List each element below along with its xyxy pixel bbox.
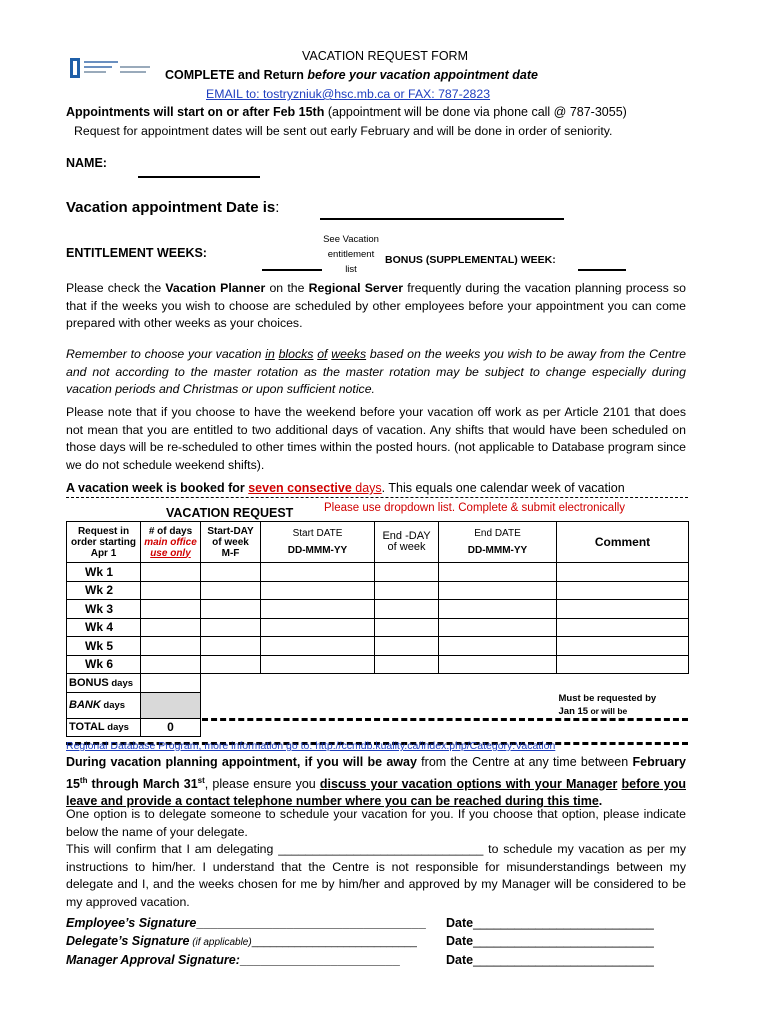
week-label: Wk 1 bbox=[67, 563, 141, 582]
cell[interactable] bbox=[439, 637, 557, 656]
week-label: Wk 5 bbox=[67, 637, 141, 656]
confirm-paragraph: This will confirm that I am delegating ______________________________ to schedule my vacation as per my instructions to him/her. I understand that the Centre is not responsible for misunderstandings between my delegate and I, and the weeks chosen for me by him/her and approved by my Manager will be considered to be my approved vacation. bbox=[66, 842, 686, 909]
week-label: Wk 3 bbox=[67, 600, 141, 619]
cell[interactable] bbox=[261, 563, 375, 582]
cell[interactable] bbox=[375, 655, 439, 674]
cell[interactable] bbox=[141, 637, 201, 656]
cell[interactable] bbox=[141, 618, 201, 637]
cell[interactable] bbox=[439, 618, 557, 637]
cell[interactable] bbox=[201, 600, 261, 619]
email-link[interactable]: EMAIL to: tostryzniuk@hsc.mb.ca or FAX: 787-2823 bbox=[206, 87, 491, 101]
cell[interactable] bbox=[261, 581, 375, 600]
form-subtitle: COMPLETE and Return before your vacation appointment date bbox=[165, 68, 538, 82]
manager-signature: Manager Approval Signature:_______________________ bbox=[66, 953, 400, 967]
cell[interactable] bbox=[557, 600, 689, 619]
table-row bbox=[67, 600, 689, 619]
cell[interactable] bbox=[201, 581, 261, 600]
date-3: Date__________________________ bbox=[446, 953, 654, 967]
dropdown-note: Please use dropdown list. Complete & submit electronically bbox=[324, 502, 626, 514]
delegate-paragraph: One option is to delegate someone to schedule your vacation for you. If you choose that option, please indicate below the name of your delegate. bbox=[66, 807, 686, 839]
bonus-label: BONUS days bbox=[67, 674, 141, 693]
cell[interactable] bbox=[201, 563, 261, 582]
request-line: Request for appointment dates will be sent out early February and will be done in order of seniority. bbox=[74, 124, 613, 138]
cell[interactable] bbox=[201, 618, 261, 637]
bank-blank bbox=[201, 692, 557, 718]
bonus-row bbox=[67, 674, 689, 693]
col-start-day: Start-DAY of week M-F bbox=[201, 522, 261, 563]
employee-signature: Employee’s Signature_________________________________ bbox=[66, 916, 426, 930]
cell[interactable] bbox=[261, 618, 375, 637]
must-request-note: Must be requested by Jan 15 or will be bbox=[558, 693, 657, 717]
bonus-week-field[interactable] bbox=[578, 269, 626, 271]
see-vacation-note: See Vacation entitlement list bbox=[323, 234, 379, 275]
cell[interactable] bbox=[375, 637, 439, 656]
cell[interactable] bbox=[141, 600, 201, 619]
cell[interactable] bbox=[261, 600, 375, 619]
total-label: TOTAL days bbox=[67, 718, 141, 737]
vacation-planner-paragraph: Please check the Vacation Planner on the Regional Server frequently during the vacation planning process so that if the weeks you wish to choose are scheduled by other employees before your appointment you can come prepared with other weeks as your choices. bbox=[66, 281, 686, 331]
total-value: 0 bbox=[141, 718, 201, 737]
cell[interactable] bbox=[375, 618, 439, 637]
cell[interactable] bbox=[141, 655, 201, 674]
vacation-request-table bbox=[66, 521, 689, 737]
entitlement-weeks-field[interactable] bbox=[262, 269, 322, 271]
col-end-date: End DATE DD-MMM-YY bbox=[439, 522, 557, 563]
cell[interactable] bbox=[557, 618, 689, 637]
regional-database-link[interactable]: Regional Database Program, more information go to: http://ccmdb.kuality.ca/index.php/Category:Vacation bbox=[66, 740, 556, 752]
table-row bbox=[67, 637, 689, 656]
cell[interactable] bbox=[439, 655, 557, 674]
date-2: Date__________________________ bbox=[446, 934, 654, 948]
cell[interactable] bbox=[261, 637, 375, 656]
col-start-date: Start DATE DD-MMM-YY bbox=[261, 522, 375, 563]
table-row bbox=[67, 655, 689, 674]
appointments-line: Appointments will start on or after Feb 15th (appointment will be done via phone call @ 787-3055) bbox=[66, 105, 627, 119]
week-label: Wk 2 bbox=[67, 581, 141, 600]
weekend-paragraph: Please note that if you choose to have the weekend before your vacation off work as per Article 2101 that does not mean that you are entitled to two additional days of vacation. Any shifts that would have been scheduled on those days will be re-scheduled to other times within the posted hours. (not applicable to Database program since we do not schedule weekend shifts). bbox=[66, 405, 686, 472]
form-title: VACATION REQUEST FORM bbox=[302, 49, 468, 63]
dashed-rule-1 bbox=[202, 718, 688, 721]
delegate-signature: Delegate’s Signature (if applicable)___________________________ bbox=[66, 934, 417, 948]
cell[interactable] bbox=[439, 563, 557, 582]
entitlement-label: ENTITLEMENT WEEKS: bbox=[66, 246, 207, 260]
seven-days-line: A vacation week is booked for seven consective days. This equals one calendar week of vacation bbox=[66, 481, 625, 495]
table-row bbox=[67, 581, 689, 600]
col-request-order: Request in order starting Apr 1 bbox=[67, 522, 141, 563]
planning-paragraph: During vacation planning appointment, if you will be away from the Centre at any time between February 15th through March 31st, please ensure you discuss your vacation options with your Manager before you leave and provide a contact telephone number where you can be reached during this time. bbox=[66, 755, 687, 809]
divider bbox=[66, 497, 688, 498]
col-comment: Comment bbox=[557, 522, 689, 563]
cell[interactable] bbox=[141, 581, 201, 600]
date-1: Date__________________________ bbox=[446, 916, 654, 930]
cell[interactable] bbox=[201, 655, 261, 674]
cell[interactable] bbox=[375, 600, 439, 619]
cell[interactable] bbox=[375, 581, 439, 600]
cell[interactable] bbox=[557, 581, 689, 600]
name-field[interactable] bbox=[138, 176, 260, 178]
bank-days-cell[interactable] bbox=[141, 692, 201, 718]
cell[interactable] bbox=[261, 655, 375, 674]
blocks-of-weeks-paragraph: Remember to choose your vacation in blocks of weeks based on the weeks you wish to be away from the Centre and not according to the master rotation as the master rotation may be subject to change especially during vacation periods and Christmas or upon sufficient notice. bbox=[66, 347, 687, 397]
week-label: Wk 6 bbox=[67, 655, 141, 674]
table-row bbox=[67, 563, 689, 582]
bonus-week-label: BONUS (SUPPLEMENTAL) WEEK: bbox=[385, 254, 556, 266]
col-end-day: End -DAY of week bbox=[375, 522, 439, 563]
cell[interactable] bbox=[375, 563, 439, 582]
col-num-days: # of days main office use only bbox=[141, 522, 201, 563]
table-row bbox=[67, 618, 689, 637]
cell[interactable] bbox=[557, 563, 689, 582]
vacation-request-title: VACATION REQUEST bbox=[166, 506, 294, 520]
bonus-blank bbox=[201, 674, 689, 693]
week-label: Wk 4 bbox=[67, 618, 141, 637]
cell[interactable] bbox=[439, 581, 557, 600]
appointment-date-label: Vacation appointment Date is: bbox=[66, 199, 280, 216]
cell[interactable] bbox=[439, 600, 557, 619]
cell[interactable] bbox=[141, 674, 201, 693]
bank-row bbox=[67, 692, 689, 718]
name-label: NAME: bbox=[66, 156, 107, 170]
cell[interactable] bbox=[201, 637, 261, 656]
cell[interactable] bbox=[141, 563, 201, 582]
cell[interactable] bbox=[557, 655, 689, 674]
bank-label: BANK days bbox=[67, 692, 141, 718]
appointment-date-field[interactable] bbox=[320, 218, 564, 220]
cell[interactable] bbox=[557, 637, 689, 656]
